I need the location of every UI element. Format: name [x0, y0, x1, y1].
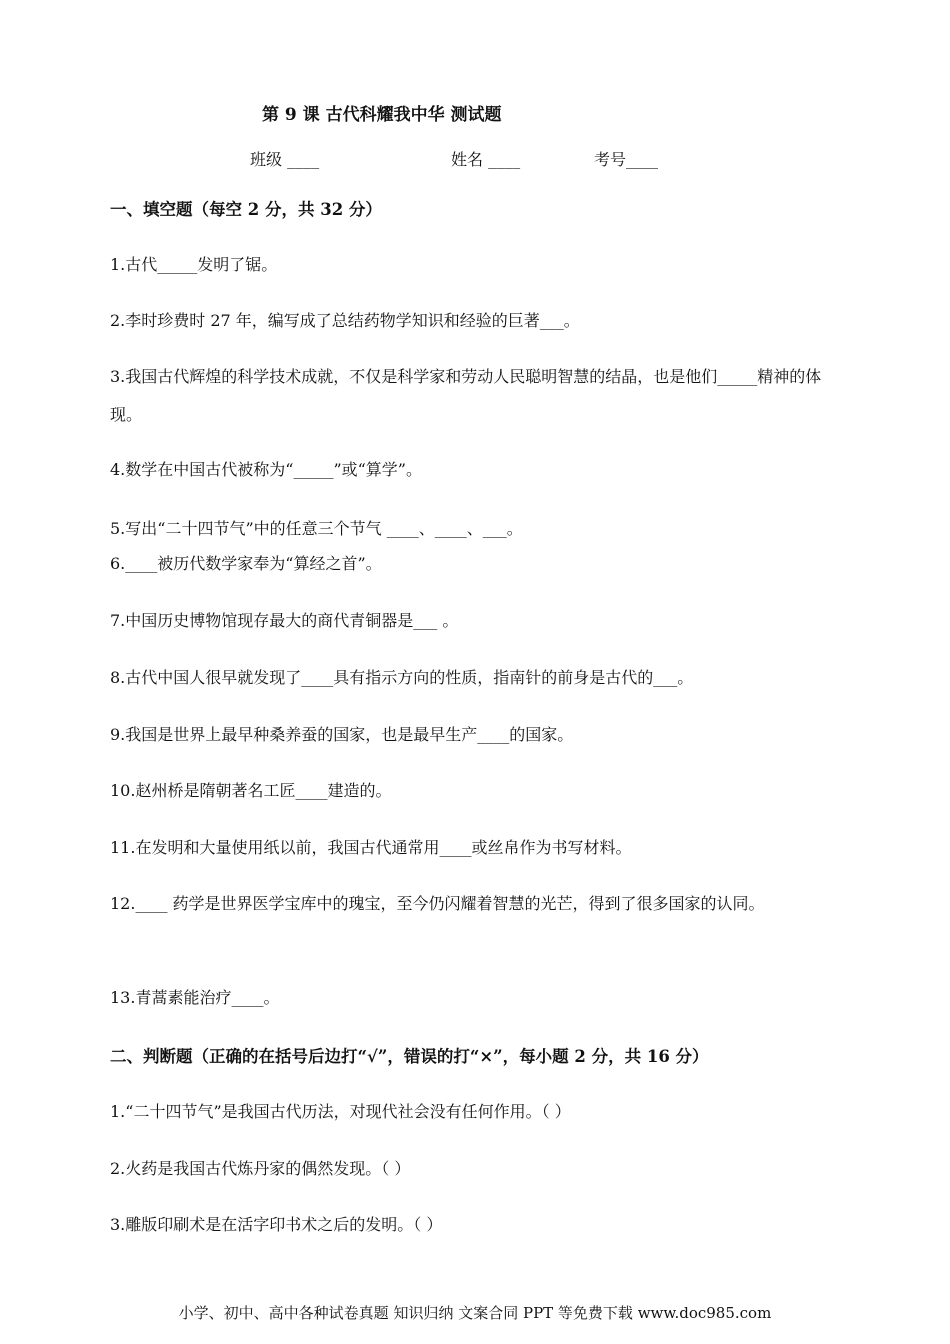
judge-question-3: 3.雕版印刷术是在活字印书术之后的发明。（ ） [110, 1215, 443, 1234]
class-field: 班级 ____ [250, 150, 320, 169]
question-9: 9.我国是世界上最早种桑养蚕的国家，也是最早生产____的国家。 [110, 725, 574, 744]
page-title: 第 9 课 古代科耀我中华 测试题 [262, 105, 502, 125]
question-6: 6.____被历代数学家奉为“算经之首”。 [110, 554, 382, 573]
number-field: 考号____ [594, 150, 659, 169]
question-12: 12.____ 药学是世界医学宝库中的瑰宝，至今仍闪耀着智慧的光芒，得到了很多国家的认同。 [110, 894, 765, 913]
question-11: 11.在发明和大量使用纸以前，我国古代通常用____或丝帛作为书写材料。 [110, 838, 632, 857]
judge-question-2: 2.火药是我国古代炼丹家的偶然发现。（ ） [110, 1159, 411, 1178]
question-8: 8.古代中国人很早就发现了____具有指示方向的性质，指南针的前身是古代的___。 [110, 668, 694, 687]
judge-question-1: 1.“二十四节气”是我国古代历法，对现代社会没有任何作用。（ ） [110, 1102, 571, 1121]
section-heading-fill-blank: 一、填空题（每空 2 分，共 32 分） [110, 200, 382, 219]
name-field: 姓名 ____ [451, 150, 521, 169]
question-13: 13.青蒿素能治疗____。 [110, 988, 280, 1007]
question-5: 5.写出“二十四节气”中的任意三个节气 ____、____、___。 [110, 519, 523, 538]
page-footer: 小学、初中、高中各种试卷真题 知识归纳 文案合同 PPT 等免费下载 www.doc985.com [178, 1304, 772, 1322]
question-3: 3.我国古代辉煌的科学技术成就，不仅是科学家和劳动人民聪明智慧的结晶，也是他们_____精神的体现。 [110, 367, 822, 424]
section-heading-true-false: 二、判断题（正确的在括号后边打“√”，错误的打“×”，每小题 2 分，共 16 分） [110, 1047, 709, 1066]
question-2: 2.李时珍费时 27 年，编写成了总结药物学知识和经验的巨著___。 [110, 311, 580, 330]
question-4: 4.数学在中国古代被称为“_____”或“算学”。 [110, 460, 422, 479]
question-7: 7.中国历史博物馆现存最大的商代青铜器是___ 。 [110, 611, 459, 630]
question-1: 1.古代_____发明了锯。 [110, 255, 278, 274]
question-10: 10.赵州桥是隋朝著名工匠____建造的。 [110, 781, 392, 800]
